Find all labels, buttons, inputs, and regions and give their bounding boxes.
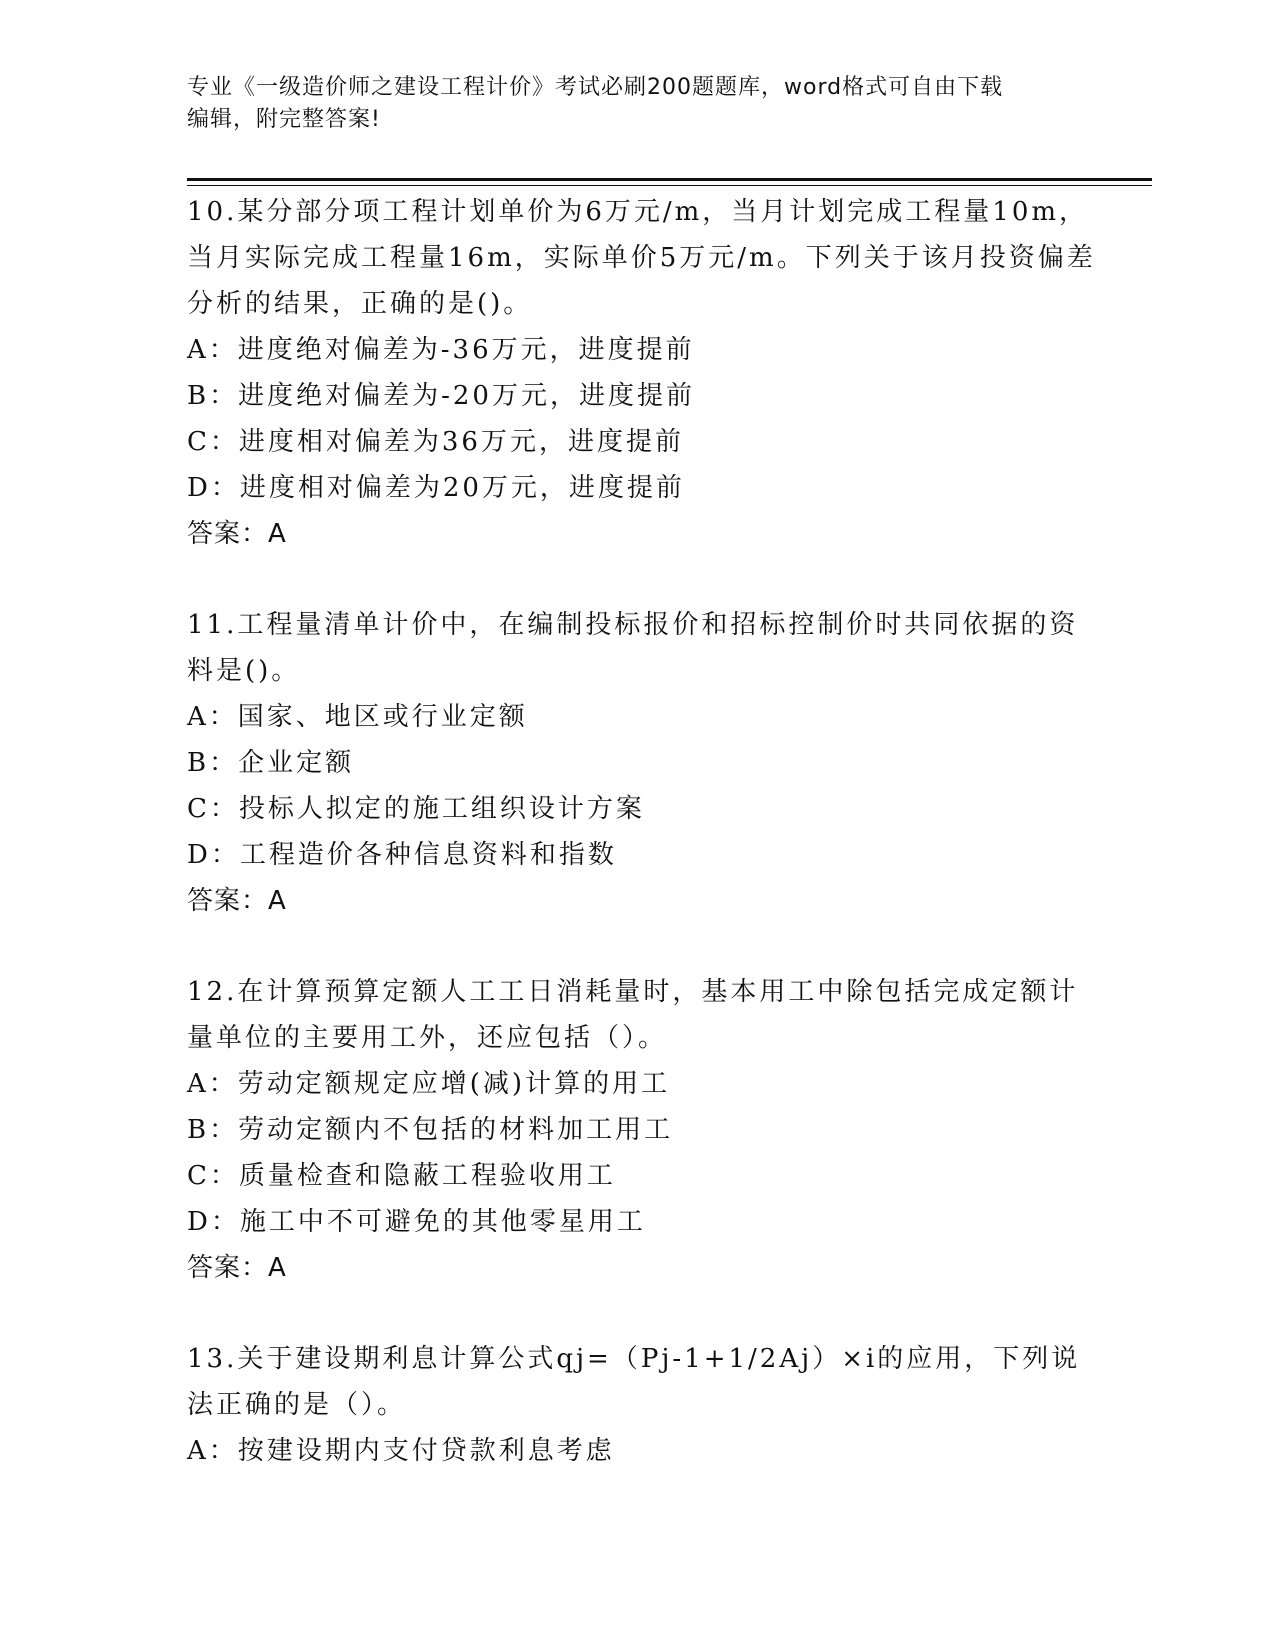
question-text-line: 料是()。 [187,656,301,686]
question-spacer [187,557,1117,602]
option-a: A：按建设期内支付贷款利息考虑 [187,1436,615,1466]
header-divider-thick [187,178,1152,181]
question-text-line: 10.某分部分项工程计划单价为6万元/m，当月计划完成工程量10m， [187,197,1089,227]
option-b: B：劳动定额内不包括的材料加工用工 [187,1115,674,1145]
question-text-line: 当月实际完成工程量16m，实际单价5万元/m。下列关于该月投资偏差 [187,243,1096,273]
option-c: C：投标人拟定的施工组织设计方案 [187,794,645,824]
header-line-2: 编辑，附完整答案! [187,107,381,132]
question-12 [187,969,1117,1291]
option-a: A：劳动定额规定应增(减)计算的用工 [187,1069,671,1099]
option-a: A：进度绝对偏差为-36万元，进度提前 [187,335,695,365]
question-text-line: 量单位的主要用工外，还应包括（）。 [187,1023,668,1053]
question-spacer [187,924,1117,969]
document-header [187,72,1067,136]
header-divider-thin [187,185,1152,186]
header-line-1: 专业《一级造价师之建设工程计价》考试必刷200题题库，word格式可自由下载 [187,75,1004,100]
option-d: D：进度相对偏差为20万元，进度提前 [187,473,685,503]
option-c: C：质量检查和隐蔽工程验收用工 [187,1161,616,1191]
question-11 [187,602,1117,924]
option-d: D：施工中不可避免的其他零星用工 [187,1207,646,1237]
option-d: D：工程造价各种信息资料和指数 [187,840,617,870]
question-list [187,189,1117,1474]
answer-line: 答案：A [187,886,287,916]
answer-line: 答案：A [187,1253,287,1283]
option-c: C：进度相对偏差为36万元，进度提前 [187,427,684,457]
option-b: B：企业定额 [187,748,355,778]
question-text-line: 分析的结果，正确的是()。 [187,289,533,319]
option-b: B：进度绝对偏差为-20万元，进度提前 [187,381,695,411]
question-10 [187,189,1117,557]
answer-line: 答案：A [187,519,287,549]
question-text-line: 法正确的是（）。 [187,1390,407,1420]
option-a: A：国家、地区或行业定额 [187,702,528,732]
question-13 [187,1336,1117,1474]
question-text-line: 11.工程量清单计价中，在编制投标报价和招标控制价时共同依据的资 [187,610,1079,640]
question-text-line: 13.关于建设期利息计算公式qj=（Pj-1+1/2Aj）×i的应用，下列说 [187,1344,1081,1374]
question-spacer [187,1291,1117,1336]
question-text-line: 12.在计算预算定额人工工日消耗量时，基本用工中除包括完成定额计 [187,977,1079,1007]
